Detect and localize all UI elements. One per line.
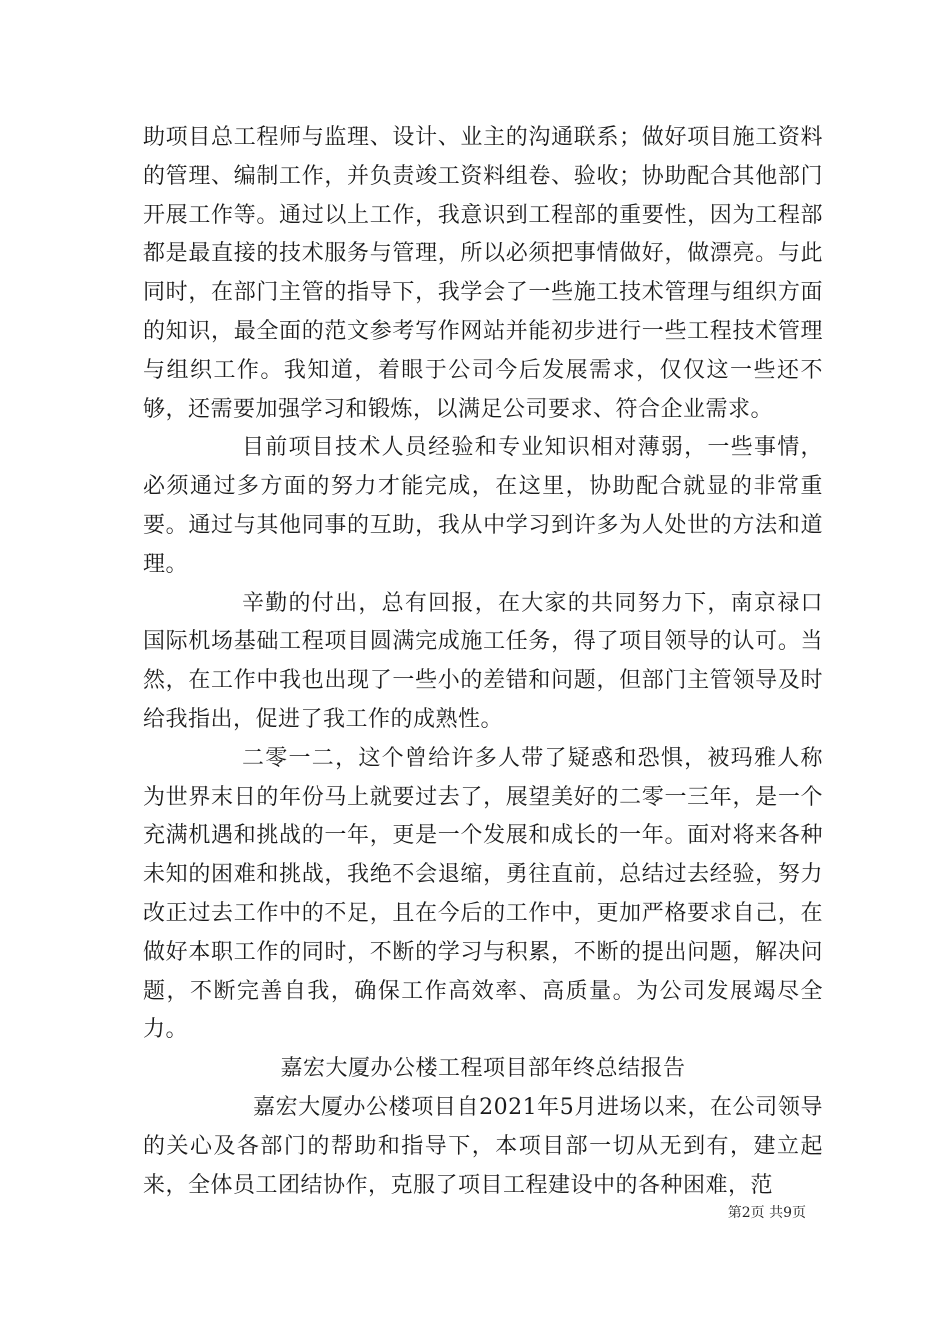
page-number: 第2页 共9页 (727, 1205, 806, 1221)
section-paragraph: 嘉宏大厦办公楼项目自2021年5月进场以来，在公司领导的关心及各部门的帮助和指导下，本项目部一切从无到有，建立起来，全体员工团结协作，克服了项目工程建设中的各种困难，范 (143, 1094, 823, 1198)
document-body (143, 119, 823, 1205)
paragraph-1: 助项目总工程师与监理、设计、业主的沟通联系；做好项目施工资料的管理、编制工作，并负责竣工资料组卷、验收；协助配合其他部门开展工作等。通过以上工作，我意识到工程部的重要性，因为工程部都是最直接的技术服务与管理，所以必须把事情做好，做漂亮。与此同时，在部门主管的指导下，我学会了一些施工技术管理与组织方面的知识，最全面的范文参考写作网站并能初步进行一些工程技术管理与组织工作。我知道，着眼于公司今后发展需求，仅仅这一些还不够，还需要加强学习和锻炼，以满足公司要求、符合企业需求。 (143, 125, 823, 422)
paragraph-2: 目前项目技术人员经验和专业知识相对薄弱，一些事情，必须通过多方面的努力才能完成，在这里，协助配合就显的非常重要。通过与其他同事的互助，我从中学习到许多为人处世的方法和道理。 (143, 435, 823, 577)
paragraph-3: 辛勤的付出，总有回报，在大家的共同努力下，南京禄口国际机场基础工程项目圆满完成施工任务，得了项目领导的认可。当然，在工作中我也出现了一些小的差错和问题，但部门主管领导及时给我指出，促进了我工作的成熟性。 (143, 590, 823, 732)
paragraph-4: 二零一二，这个曾给许多人带了疑惑和恐惧，被玛雅人称为世界末日的年份马上就要过去了，展望美好的二零一三年，是一个充满机遇和挑战的一年，更是一个发展和成长的一年。面对将来各种未知的困难和挑战，我绝不会退缩，勇往直前，总结过去经验，努力改正过去工作中的不足，且在今后的工作中，更加严格要求自己，在做好本职工作的同时，不断的学习与积累，不断的提出问题，解决问题，不断完善自我，确保工作高效率、高质量。为公司发展竭尽全力。 (143, 745, 823, 1043)
section-title: 嘉宏大厦办公楼工程项目部年终总结报告 (280, 1056, 686, 1082)
